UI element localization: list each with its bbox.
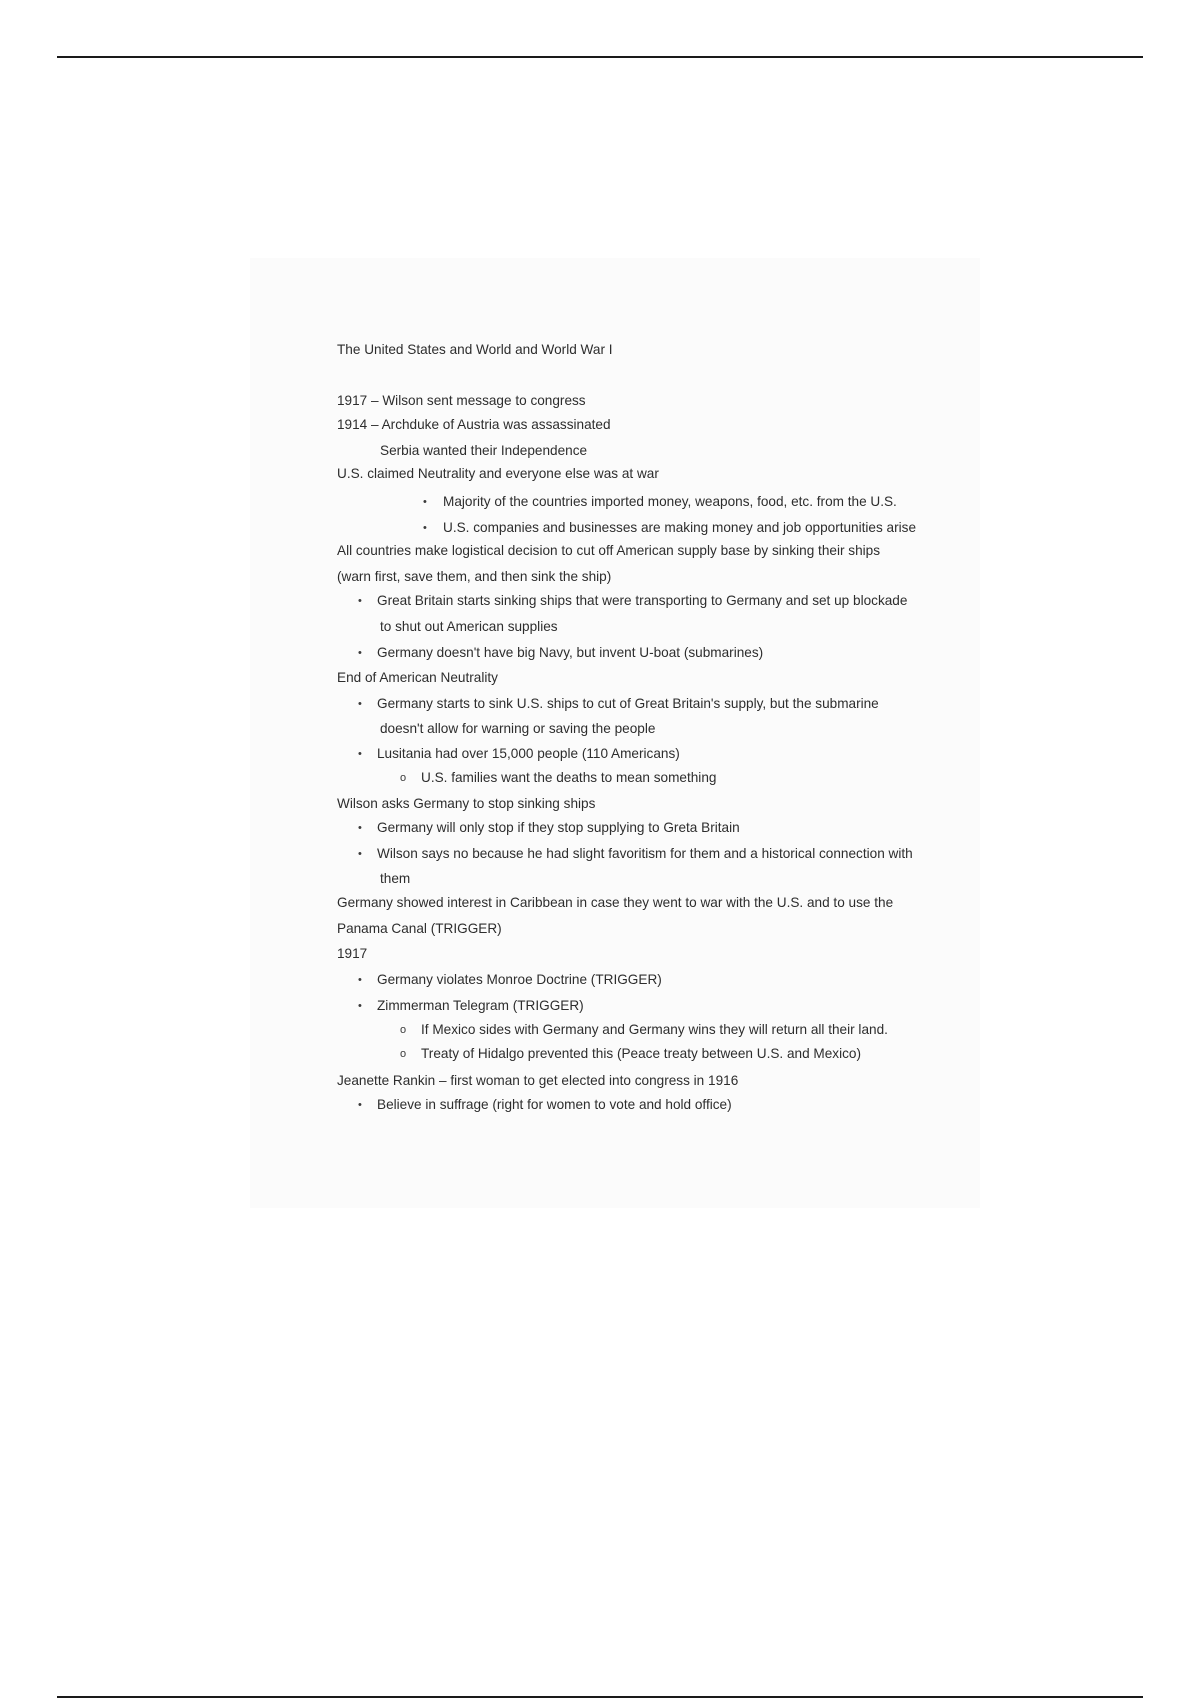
sub-bullet-item: U.S. families want the deaths to mean something: [421, 770, 717, 785]
bullet-item: Great Britain starts sinking ships that were transporting to Germany and set up blockade: [377, 593, 908, 608]
bullet-item: Germany violates Monroe Doctrine (TRIGGER): [377, 972, 662, 987]
bullet-item: Majority of the countries imported money, weapons, food, etc. from the U.S.: [443, 494, 897, 509]
note-line: Germany showed interest in Caribbean in case they went to war with the U.S. and to use the: [337, 895, 894, 910]
bullet-item: Germany starts to sink U.S. ships to cut of Great Britain's supply, but the submarine: [377, 696, 879, 711]
bullet-glyph: •: [358, 698, 362, 710]
bullet-glyph: •: [358, 748, 362, 760]
sub-bullet-glyph: o: [400, 1024, 407, 1036]
bullet-item: Lusitania had over 15,000 people (110 Americans): [377, 746, 680, 761]
note-line: 1914 – Archduke of Austria was assassinated: [337, 417, 611, 432]
bullet-glyph: •: [358, 1099, 362, 1111]
note-line: (warn first, save them, and then sink the ship): [337, 569, 612, 584]
sub-bullet-glyph: o: [400, 1048, 407, 1060]
note-line: Wilson asks Germany to stop sinking ships: [337, 796, 596, 811]
bullet-glyph: •: [358, 1000, 362, 1012]
bullet-continuation: them: [380, 871, 411, 886]
note-line: All countries make logistical decision to cut off American supply base by sinking their ships: [337, 543, 881, 558]
bullet-continuation: to shut out American supplies: [380, 619, 558, 634]
note-line: Panama Canal (TRIGGER): [337, 921, 502, 936]
bullet-glyph: •: [358, 647, 362, 659]
bullet-item: Believe in suffrage (right for women to vote and hold office): [377, 1097, 732, 1112]
note-line: U.S. claimed Neutrality and everyone else was at war: [337, 466, 659, 481]
bullet-glyph: •: [358, 822, 362, 834]
sub-bullet-glyph: o: [400, 772, 407, 784]
bullet-item: Germany doesn't have big Navy, but invent U-boat (submarines): [377, 645, 764, 660]
top-rule: [57, 56, 1143, 58]
note-line: Jeanette Rankin – first woman to get elected into congress in 1916: [337, 1073, 739, 1088]
bullet-item: U.S. companies and businesses are making money and job opportunities arise: [443, 520, 917, 535]
sub-bullet-item: If Mexico sides with Germany and Germany wins they will return all their land.: [421, 1022, 888, 1037]
bullet-glyph: •: [358, 974, 362, 986]
bullet-glyph: •: [358, 595, 362, 607]
note-line: 1917: [337, 946, 368, 961]
note-line: 1917 – Wilson sent message to congress: [337, 393, 586, 408]
bullet-glyph: •: [423, 522, 427, 534]
bottom-rule: [57, 1696, 1143, 1698]
document-title: The United States and World and World War I: [337, 342, 613, 357]
note-line: Serbia wanted their Independence: [380, 443, 588, 458]
bullet-glyph: •: [423, 496, 427, 508]
bullet-item: Zimmerman Telegram (TRIGGER): [377, 998, 584, 1013]
bullet-continuation: doesn't allow for warning or saving the people: [380, 721, 656, 736]
bullet-item: Wilson says no because he had slight favoritism for them and a historical connection with: [377, 846, 913, 861]
sub-bullet-item: Treaty of Hidalgo prevented this (Peace treaty between U.S. and Mexico): [421, 1046, 862, 1061]
bullet-item: Germany will only stop if they stop supplying to Greta Britain: [377, 820, 740, 835]
note-line: End of American Neutrality: [337, 670, 498, 685]
bullet-glyph: •: [358, 848, 362, 860]
